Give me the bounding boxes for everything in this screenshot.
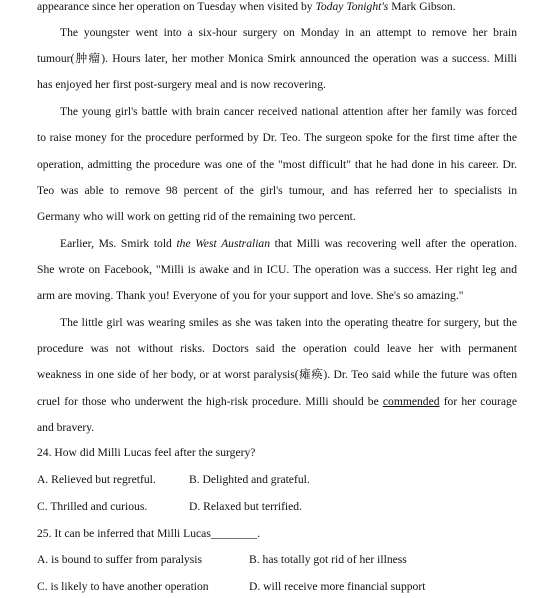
passage-line: and bravery. [37,421,95,434]
question-stem: 25. It can be inferred that Milli Lucas________. [37,527,261,540]
text-run: for her courage [439,395,517,408]
passage-line: The youngster went into a six-hour surgery on Monday in an attempt to remove her brain [60,26,517,39]
question-option: D. will receive more financial support [249,580,426,593]
question-option: B. has totally got rid of her illness [249,553,407,566]
passage-line: procedure was not without risks. Doctors said the operation could leave her with permanent [37,342,517,355]
question-option: A. Relieved but regretful. [37,473,156,486]
passage-line: She wrote on Facebook, "Milli is awake and in ICU. The operation was a success. Her right leg and [37,263,517,276]
question-option: C. is likely to have another operation [37,580,209,593]
passage-line: has enjoyed her first post-surgery meal and is now recovering. [37,78,326,91]
question-option: C. Thrilled and curious. [37,500,148,513]
passage-line: tumour(肿瘤). Hours later, her mother Monica Smirk announced the operation was a success. Milli [37,52,517,65]
passage-line: The young girl's battle with brain cancer received national attention after her family was forced [60,105,517,118]
question-option: A. is bound to suffer from paralysis [37,553,202,566]
text-run: that Milli was recovering well after the operation. [270,237,517,250]
passage-line: to raise money for the procedure performed by Dr. Teo. The surgeon spoke for the first time after the [37,131,517,144]
passage-line: arm are moving. Thank you! Everyone of you for your support and love. She's so amazing." [37,289,464,302]
question-option: B. Delighted and grateful. [189,473,310,486]
passage-line [37,0,517,14]
text-run: cruel for those who underwent the high-risk procedure. Milli should be [37,395,383,408]
newspaper-title: the West Australian [176,237,271,250]
text-run: Mark Gibson. [388,0,456,13]
passage-line: The little girl was wearing smiles as she was taken into the operating theatre for surgery, but the [60,316,517,329]
passage-line: Germany who will work on getting rid of the remaining two percent. [37,210,356,223]
text-run: Earlier, Ms. Smirk told [60,237,177,250]
program-title: Today Tonight's [315,0,389,13]
underlined-word: commended [382,395,440,408]
text-run: appearance since her operation on Tuesday when visited by [37,0,316,13]
question-stem: 24. How did Milli Lucas feel after the surgery? [37,446,256,459]
passage-line: weakness in one side of her body, or at worst paralysis(瘫痪). Dr. Teo said while the future was often [37,368,517,381]
passage-line: Teo was able to remove 98 percent of the girl's tumour, and has referred her to specialists in [37,184,517,197]
passage-line [60,237,517,251]
passage-line [37,395,517,409]
question-option: D. Relaxed but terrified. [189,500,302,513]
passage-line: operation, admitting the procedure was one of the "most difficult" that he had done in his career. Dr. [37,158,517,171]
